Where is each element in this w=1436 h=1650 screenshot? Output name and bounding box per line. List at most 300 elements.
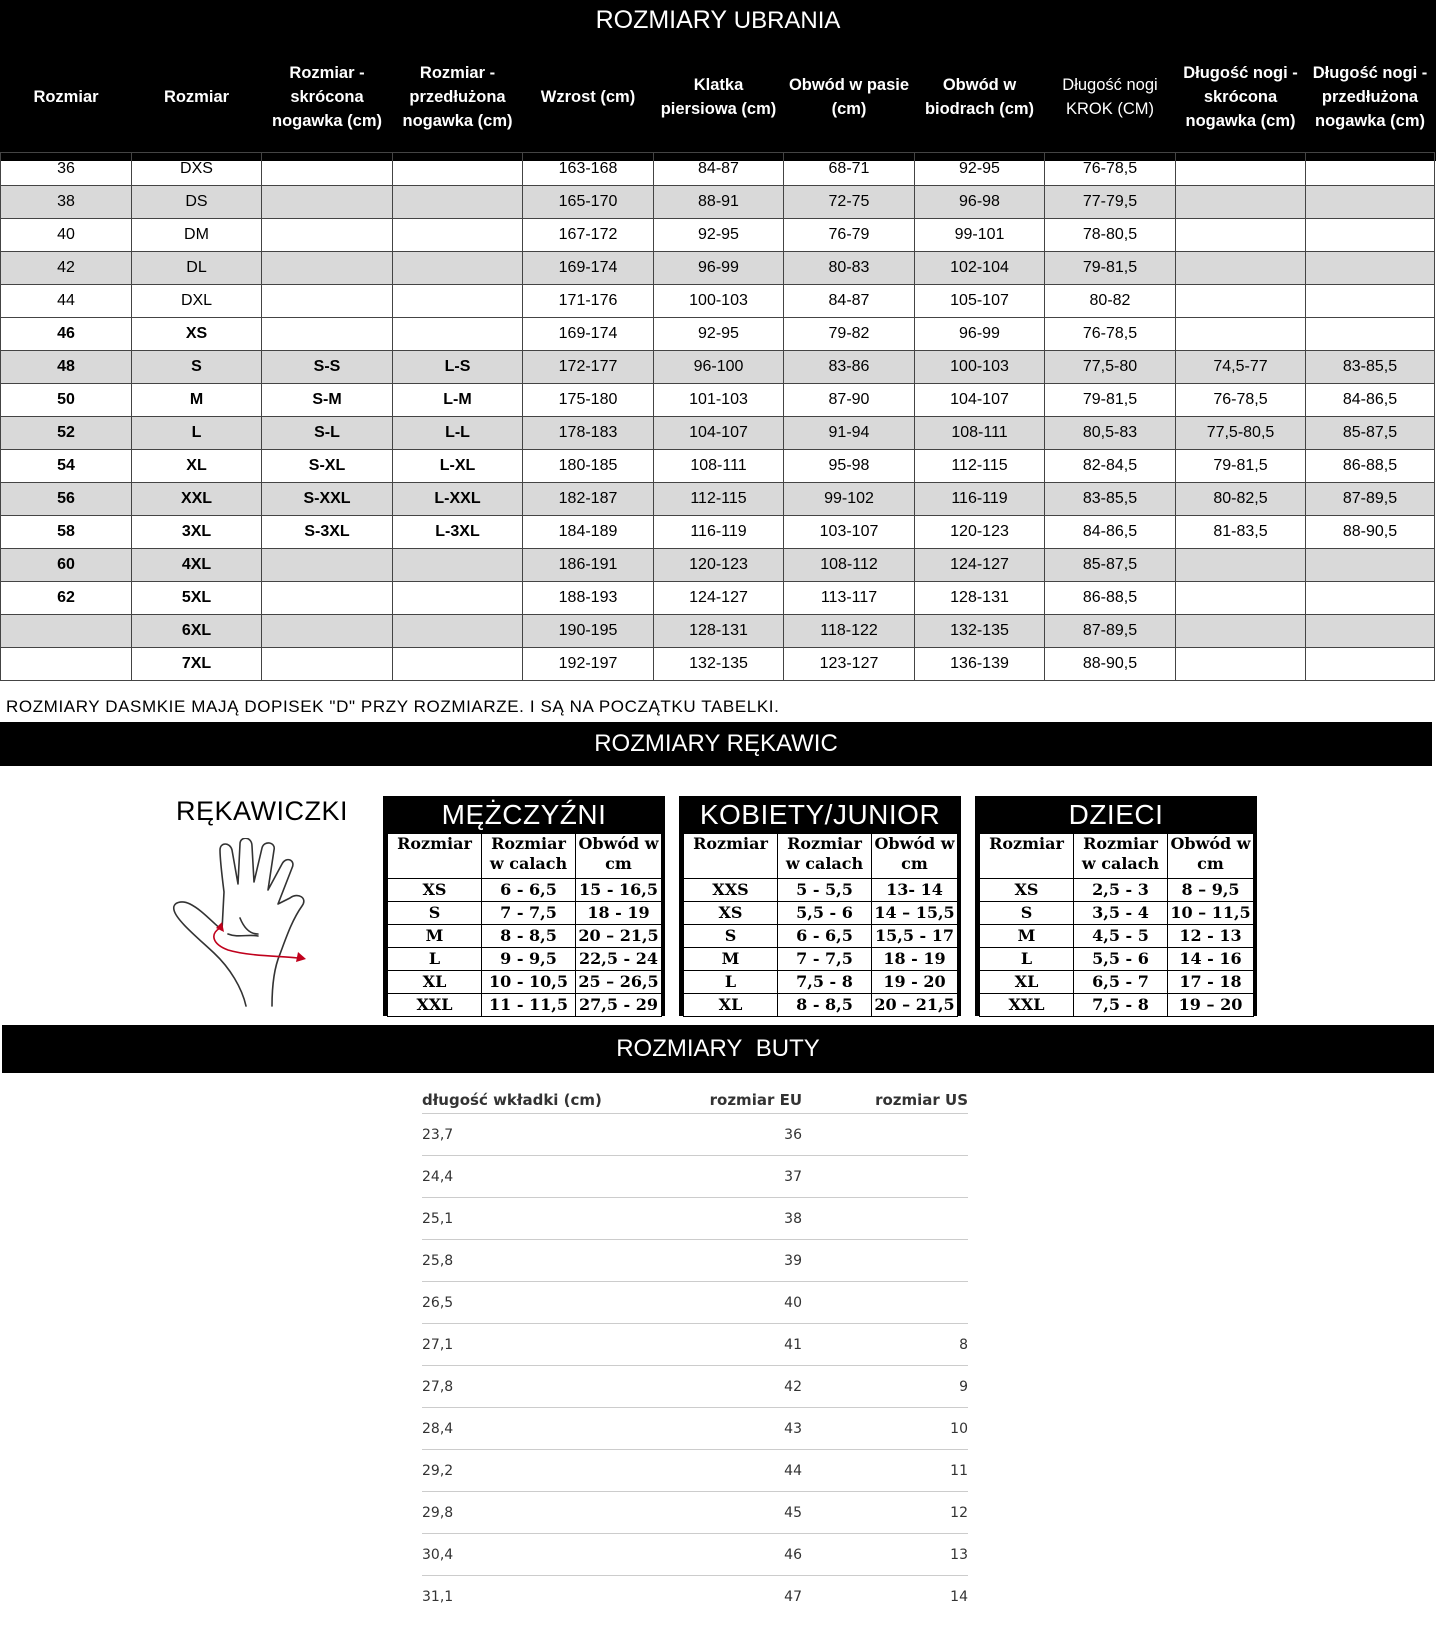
table-cell: 120-123 — [915, 516, 1045, 549]
table-cell: 36 — [1, 153, 132, 186]
table-cell: 99-101 — [915, 219, 1045, 252]
table-cell: 7,5 - 8 — [778, 971, 872, 994]
table-cell: 46 — [1, 318, 132, 351]
glove-header-cell: Rozmiar w calach — [482, 834, 576, 879]
table-cell — [262, 615, 393, 648]
table-cell: 41 — [627, 1324, 802, 1366]
table-cell: 77,5-80 — [1045, 351, 1176, 384]
table-row — [1, 153, 1435, 186]
table-cell — [393, 285, 523, 318]
table-cell — [1176, 186, 1306, 219]
table-cell: 11 — [802, 1450, 968, 1492]
table-cell: XL — [132, 450, 262, 483]
table-cell: S — [388, 902, 482, 925]
table-cell: 6 - 6,5 — [778, 925, 872, 948]
glove-group-title: MĘŻCZYŹNI — [441, 799, 607, 830]
table-cell: 92-95 — [654, 318, 784, 351]
table-cell: 23,7 — [422, 1114, 627, 1156]
table-row — [422, 1366, 968, 1408]
table-cell: S — [980, 902, 1074, 925]
table-cell: 54 — [1, 450, 132, 483]
table-cell: 7XL — [132, 648, 262, 681]
table-cell: 28,4 — [422, 1408, 627, 1450]
table-cell — [1, 615, 132, 648]
table-cell: 30,4 — [422, 1534, 627, 1576]
table-cell: 20 – 21,5 — [872, 994, 958, 1017]
table-row — [684, 948, 958, 971]
shoe-header-us: rozmiar US — [802, 1087, 968, 1114]
table-cell: S-M — [262, 384, 393, 417]
table-cell: 96-98 — [915, 186, 1045, 219]
table-cell: 58 — [1, 516, 132, 549]
clothing-header-1: Rozmiar — [163, 88, 230, 106]
table-cell — [1176, 285, 1306, 318]
table-cell — [262, 549, 393, 582]
table-row — [1, 483, 1435, 516]
table-cell: S — [684, 925, 778, 948]
table-cell: 169-174 — [523, 318, 654, 351]
table-cell: 76-78,5 — [1045, 153, 1176, 186]
table-cell: 79-82 — [784, 318, 915, 351]
table-cell: 5 - 5,5 — [778, 879, 872, 902]
glove-table-0 — [383, 796, 665, 1016]
table-row — [1, 615, 1435, 648]
glove-header-row — [980, 834, 1254, 879]
table-cell: 5XL — [132, 582, 262, 615]
table-cell: 92-95 — [915, 153, 1045, 186]
table-cell: 103-107 — [784, 516, 915, 549]
table-cell — [262, 219, 393, 252]
glove-header-row — [684, 834, 958, 879]
table-cell — [393, 615, 523, 648]
table-cell: 7 - 7,5 — [778, 948, 872, 971]
table-cell: 27,5 - 29 — [576, 994, 662, 1017]
table-cell: 108-111 — [654, 450, 784, 483]
table-cell: 87-90 — [784, 384, 915, 417]
table-cell: DM — [132, 219, 262, 252]
table-cell: 44 — [627, 1450, 802, 1492]
table-cell: DXS — [132, 153, 262, 186]
table-cell — [1176, 153, 1306, 186]
table-cell: 105-107 — [915, 285, 1045, 318]
table-cell: 104-107 — [915, 384, 1045, 417]
glove-group-title: DZIECI — [1068, 799, 1164, 830]
table-cell: 80-82,5 — [1176, 483, 1306, 516]
table-cell: 42 — [1, 252, 132, 285]
table-row — [1, 516, 1435, 549]
table-cell: 8 - 8,5 — [482, 925, 576, 948]
table-cell: 124-127 — [654, 582, 784, 615]
table-cell: 19 – 20 — [1168, 994, 1254, 1017]
table-cell — [1, 648, 132, 681]
table-row — [684, 994, 958, 1017]
clothing-header-4: Wzrost (cm) — [540, 88, 636, 106]
table-cell: 87-89,5 — [1045, 615, 1176, 648]
table-cell: 47 — [784, 1588, 802, 1605]
table-cell: 87-89,5 — [1306, 483, 1435, 516]
table-cell: 112-115 — [654, 483, 784, 516]
table-cell: 116-119 — [915, 483, 1045, 516]
table-cell: 95-98 — [784, 450, 915, 483]
table-row — [1, 549, 1435, 582]
table-cell: 102-104 — [915, 252, 1045, 285]
table-cell: 77,5-80,5 — [1176, 417, 1306, 450]
glove-header-cell: Rozmiar — [980, 834, 1074, 879]
table-cell: 6,5 - 7 — [1074, 971, 1168, 994]
table-row — [388, 971, 662, 994]
table-cell: 84-86,5 — [1306, 384, 1435, 417]
table-cell: 84-87 — [654, 153, 784, 186]
table-cell: 19 - 20 — [872, 971, 958, 994]
table-cell: 186-191 — [523, 549, 654, 582]
table-cell — [1176, 219, 1306, 252]
table-cell: 91-94 — [784, 417, 915, 450]
table-cell: 128-131 — [654, 615, 784, 648]
table-row — [980, 971, 1254, 994]
table-cell: 44 — [1, 285, 132, 318]
table-row — [1, 318, 1435, 351]
clothing-header-5: Klatka piersiowa (cm) — [660, 76, 777, 118]
table-cell: 104-107 — [654, 417, 784, 450]
table-cell: 88-90,5 — [1306, 516, 1435, 549]
table-cell: XS — [132, 318, 262, 351]
table-cell: 86-88,5 — [1306, 450, 1435, 483]
table-cell — [1176, 648, 1306, 681]
table-row — [980, 925, 1254, 948]
table-cell: 48 — [1, 351, 132, 384]
table-cell: L-M — [393, 384, 523, 417]
table-cell: 83-85,5 — [1306, 351, 1435, 384]
table-cell: 76-78,5 — [1045, 318, 1176, 351]
table-cell: XL — [684, 994, 778, 1017]
table-cell: M — [684, 948, 778, 971]
clothing-note: ROZMIARY DASMKIE MAJĄ DOPISEK "D" PRZY ROZMIARZE. I SĄ NA POCZĄTKU TABELKI. — [6, 697, 780, 716]
shoe-header-insole: długość wkładki (cm) — [422, 1087, 627, 1114]
table-row — [388, 994, 662, 1017]
table-cell: 92-95 — [654, 219, 784, 252]
table-cell: 12 — [802, 1492, 968, 1534]
table-cell: 85-87,5 — [1306, 417, 1435, 450]
table-cell: 27,8 — [422, 1366, 627, 1408]
table-cell: 79-81,5 — [1176, 450, 1306, 483]
table-cell: 22,5 - 24 — [576, 948, 662, 971]
table-cell: 38 — [1, 186, 132, 219]
table-cell: 37 — [627, 1156, 802, 1198]
table-cell: 190-195 — [523, 615, 654, 648]
table-cell: 25,1 — [422, 1198, 627, 1240]
clothing-header-0: Rozmiar — [33, 88, 99, 106]
table-cell: 13- 14 — [872, 879, 958, 902]
table-row — [388, 879, 662, 902]
table-cell: 56 — [1, 483, 132, 516]
hand-measure-icon — [168, 838, 348, 1008]
table-cell: 10 – 11,5 — [1168, 902, 1254, 925]
table-cell: 60 — [1, 549, 132, 582]
table-cell: 163-168 — [523, 153, 654, 186]
table-cell: 113-117 — [784, 582, 915, 615]
table-cell: 31,1 — [422, 1588, 454, 1605]
table-cell: 39 — [627, 1240, 802, 1282]
table-cell: 20 – 21,5 — [576, 925, 662, 948]
table-cell — [393, 648, 523, 681]
clothing-header-8: Długość nogi KROK (CM) — [1062, 76, 1158, 118]
table-cell: 86-88,5 — [1045, 582, 1176, 615]
table-cell — [393, 549, 523, 582]
table-cell: 175-180 — [523, 384, 654, 417]
glove-header-cell: Rozmiar — [684, 834, 778, 879]
table-cell: 40 — [1, 219, 132, 252]
table-cell: 7,5 - 8 — [1074, 994, 1168, 1017]
table-cell: 83-85,5 — [1045, 483, 1176, 516]
table-row — [1, 648, 1435, 681]
table-cell: 14 – 15,5 — [872, 902, 958, 925]
table-cell: 46 — [627, 1534, 802, 1576]
table-cell: 192-197 — [523, 648, 654, 681]
glove-group-title: KOBIETY/JUNIOR — [699, 799, 941, 830]
glove-header-cell: Rozmiar w calach — [778, 834, 872, 879]
table-cell: 76-78,5 — [1176, 384, 1306, 417]
table-row — [684, 879, 958, 902]
table-cell: 108-112 — [784, 549, 915, 582]
table-cell: 38 — [627, 1198, 802, 1240]
table-cell — [262, 153, 393, 186]
table-cell — [393, 153, 523, 186]
table-cell: DS — [132, 186, 262, 219]
table-cell: 8 — [802, 1324, 968, 1366]
table-cell: 88-90,5 — [1045, 648, 1176, 681]
table-cell: 42 — [627, 1366, 802, 1408]
gloves-header-band: ROZMIARY RĘKAWIC — [0, 722, 1432, 766]
table-row — [422, 1240, 968, 1282]
table-cell: 72-75 — [784, 186, 915, 219]
table-cell: L — [388, 948, 482, 971]
shoe-size-table — [422, 1087, 968, 1617]
table-cell: 172-177 — [523, 351, 654, 384]
table-cell: 52 — [1, 417, 132, 450]
table-cell: 188-193 — [523, 582, 654, 615]
table-cell — [262, 186, 393, 219]
table-cell — [1306, 318, 1435, 351]
table-cell: 24,4 — [422, 1156, 627, 1198]
table-cell: L — [684, 971, 778, 994]
table-row — [422, 1534, 968, 1576]
table-cell: 40 — [627, 1282, 802, 1324]
table-cell: 100-103 — [654, 285, 784, 318]
table-cell: 76-79 — [784, 219, 915, 252]
table-row — [1, 219, 1435, 252]
table-row — [980, 902, 1254, 925]
table-cell: DL — [132, 252, 262, 285]
table-row — [422, 1576, 968, 1618]
table-cell: XS — [980, 879, 1074, 902]
table-cell — [393, 252, 523, 285]
shoe-header-row — [422, 1087, 968, 1114]
table-cell: 112-115 — [915, 450, 1045, 483]
table-cell: 80-82 — [1045, 285, 1176, 318]
table-cell: DXL — [132, 285, 262, 318]
table-cell — [393, 318, 523, 351]
table-cell: 29,8 — [422, 1492, 627, 1534]
table-cell: 132-135 — [654, 648, 784, 681]
clothing-header-6: Obwód w pasie (cm) — [788, 76, 910, 118]
clothing-header-7: Obwód w biodrach (cm) — [924, 76, 1035, 118]
table-cell: 8 – 9,5 — [1168, 879, 1254, 902]
table-cell: L — [132, 417, 262, 450]
table-cell: 43 — [627, 1408, 802, 1450]
table-row — [1, 186, 1435, 219]
table-cell — [262, 582, 393, 615]
table-cell: 25,8 — [422, 1240, 627, 1282]
glove-header-row — [388, 834, 662, 879]
table-cell: 108-111 — [915, 417, 1045, 450]
table-cell: 101-103 — [654, 384, 784, 417]
table-cell: 3,5 - 4 — [1074, 902, 1168, 925]
table-cell: 96-99 — [654, 252, 784, 285]
table-cell — [802, 1240, 968, 1282]
table-cell: 77-79,5 — [1045, 186, 1176, 219]
glove-table-2 — [975, 796, 1257, 1016]
table-cell: 6 - 6,5 — [482, 879, 576, 902]
table-cell: XXL — [388, 994, 482, 1017]
table-cell: 116-119 — [654, 516, 784, 549]
table-cell: 10 - 10,5 — [482, 971, 576, 994]
table-row — [422, 1450, 968, 1492]
table-cell: 180-185 — [523, 450, 654, 483]
table-cell: 169-174 — [523, 252, 654, 285]
table-cell: 11 - 11,5 — [482, 994, 576, 1017]
clothing-header-2: Rozmiar - skrócona nogawka (cm) — [271, 64, 383, 130]
table-cell: 13 — [802, 1534, 968, 1576]
table-cell: 82-84,5 — [1045, 450, 1176, 483]
table-cell: 123-127 — [784, 648, 915, 681]
table-cell: S-L — [262, 417, 393, 450]
shoe-header-eu: rozmiar EU — [627, 1087, 802, 1114]
clothing-size-table — [0, 42, 1435, 681]
table-cell: 84-86,5 — [1045, 516, 1176, 549]
table-cell — [1176, 582, 1306, 615]
table-cell: 17 - 18 — [1168, 971, 1254, 994]
table-cell — [1306, 285, 1435, 318]
table-cell: XXS — [684, 879, 778, 902]
table-cell — [1306, 186, 1435, 219]
table-cell: 83-86 — [784, 351, 915, 384]
table-row — [388, 948, 662, 971]
table-cell: 167-172 — [523, 219, 654, 252]
table-cell: L-XL — [393, 450, 523, 483]
table-row — [1, 285, 1435, 318]
table-cell: XXL — [980, 994, 1074, 1017]
table-cell — [262, 648, 393, 681]
table-cell: 8 - 8,5 — [778, 994, 872, 1017]
table-row — [422, 1324, 968, 1366]
clothing-header-9: Długość nogi - skrócona nogawka (cm) — [1183, 64, 1298, 130]
table-cell — [1306, 252, 1435, 285]
table-cell: XXL — [132, 483, 262, 516]
glove-header-cell: Rozmiar — [388, 834, 482, 879]
table-cell: 88-91 — [654, 186, 784, 219]
table-cell — [262, 318, 393, 351]
table-cell: 118-122 — [784, 615, 915, 648]
glove-header-cell: Rozmiar w calach — [1074, 834, 1168, 879]
table-cell: 29,2 — [422, 1450, 627, 1492]
table-row — [388, 902, 662, 925]
clothing-header-10: Długość nogi - przedłużona nogawka (cm) — [1312, 64, 1428, 130]
table-cell: 68-71 — [784, 153, 915, 186]
table-cell: S-XXL — [262, 483, 393, 516]
table-cell: XL — [980, 971, 1074, 994]
table-cell: 6XL — [132, 615, 262, 648]
table-row — [980, 994, 1254, 1017]
glove-header-cell: Obwód w cm — [576, 834, 662, 879]
table-cell: 15 - 16,5 — [576, 879, 662, 902]
table-cell — [1176, 252, 1306, 285]
table-cell: 45 — [627, 1492, 802, 1534]
table-cell: 27,1 — [422, 1324, 627, 1366]
table-cell: 9 — [802, 1366, 968, 1408]
table-cell: M — [132, 384, 262, 417]
table-cell: 12 - 13 — [1168, 925, 1254, 948]
table-cell: M — [388, 925, 482, 948]
shoes-header-band: ROZMIARY BUTY — [2, 1025, 1434, 1073]
clothing-title: ROZMIARY UBRANIA — [595, 6, 841, 34]
table-cell: 5,5 - 6 — [778, 902, 872, 925]
table-cell: 132-135 — [915, 615, 1045, 648]
table-cell — [262, 252, 393, 285]
table-row — [684, 902, 958, 925]
table-cell: 120-123 — [654, 549, 784, 582]
table-cell: 178-183 — [523, 417, 654, 450]
table-cell — [1176, 318, 1306, 351]
table-cell: 99-102 — [784, 483, 915, 516]
table-cell: 26,5 — [422, 1282, 627, 1324]
table-cell: 50 — [1, 384, 132, 417]
table-cell: 171-176 — [523, 285, 654, 318]
table-row — [1, 582, 1435, 615]
table-row — [422, 1492, 968, 1534]
table-cell: 3XL — [132, 516, 262, 549]
table-cell: XL — [388, 971, 482, 994]
table-cell — [802, 1282, 968, 1324]
table-cell — [262, 285, 393, 318]
table-cell — [802, 1156, 968, 1198]
table-row — [1, 384, 1435, 417]
table-row — [684, 971, 958, 994]
table-cell: 84-87 — [784, 285, 915, 318]
glove-header-cell: Obwód w cm — [1168, 834, 1254, 879]
table-cell: XS — [388, 879, 482, 902]
table-cell: 15,5 - 17 — [872, 925, 958, 948]
table-cell — [393, 186, 523, 219]
table-row — [684, 925, 958, 948]
table-cell: S — [132, 351, 262, 384]
table-cell: 182-187 — [523, 483, 654, 516]
table-cell — [1176, 549, 1306, 582]
table-cell: 184-189 — [523, 516, 654, 549]
table-cell: 4,5 - 5 — [1074, 925, 1168, 948]
table-row — [388, 925, 662, 948]
gloves-label: RĘKAWICZKI — [176, 796, 349, 826]
table-row — [422, 1156, 968, 1198]
table-cell: 79-81,5 — [1045, 252, 1176, 285]
table-row — [980, 948, 1254, 971]
table-row — [422, 1198, 968, 1240]
table-cell — [1306, 219, 1435, 252]
table-cell: S-XL — [262, 450, 393, 483]
table-cell: 9 - 9,5 — [482, 948, 576, 971]
table-cell: 96-99 — [915, 318, 1045, 351]
table-cell: 18 - 19 — [576, 902, 662, 925]
table-cell — [1306, 549, 1435, 582]
